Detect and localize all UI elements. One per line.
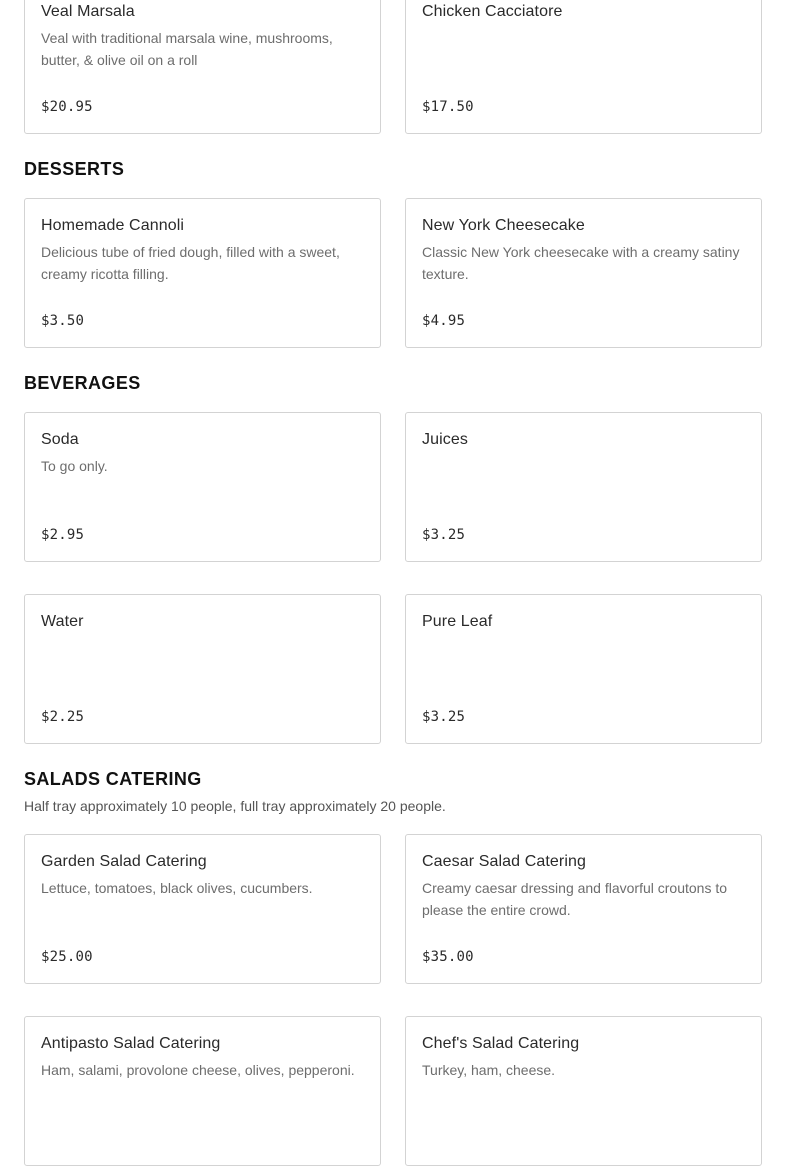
menu-item-name: Veal Marsala: [41, 3, 135, 20]
menu-item-card[interactable]: [405, 412, 762, 562]
menu-item-price: $20.95: [41, 99, 93, 115]
menu-item-name: Water: [41, 613, 84, 630]
menu-item-price: $25.00: [41, 949, 93, 965]
menu-item-name: Chicken Cacciatore: [422, 3, 563, 20]
menu-item-price: $3.25: [422, 527, 466, 543]
menu-item-card[interactable]: [24, 198, 381, 348]
menu-item-card[interactable]: [405, 834, 762, 984]
menu-item-price: $3.50: [41, 313, 85, 329]
menu-item-price: $17.50: [422, 99, 474, 115]
menu-item-description: Turkey, ham, cheese.: [422, 1062, 556, 1078]
menu-item-name: Homemade Cannoli: [41, 217, 185, 234]
section-title-beverages: BEVERAGES: [24, 373, 141, 393]
menu-item-card[interactable]: [405, 594, 762, 744]
menu-item-price: $3.25: [422, 709, 466, 725]
menu-item-price: $2.95: [41, 527, 85, 543]
menu-item-description: Lettuce, tomatoes, black olives, cucumbers.: [41, 880, 313, 896]
section-note: Half tray approximately 10 people, full tray approximately 20 people.: [24, 798, 446, 814]
menu-item-description: Ham, salami, provolone cheese, olives, pepperoni.: [41, 1062, 355, 1078]
menu-item-price: $4.95: [422, 313, 466, 329]
menu-item-card[interactable]: [24, 1016, 381, 1166]
section-title-salads-catering: SALADS CATERING: [24, 769, 202, 789]
menu-item-description: To go only.: [41, 458, 108, 474]
menu-item-name: Soda: [41, 431, 79, 448]
menu-item-card[interactable]: [405, 1016, 762, 1166]
menu-item-card[interactable]: [405, 0, 762, 134]
menu-item-description: Veal with traditional marsala wine, mushrooms, butter, & olive oil on a roll: [41, 30, 333, 68]
menu-item-name: Pure Leaf: [422, 613, 493, 630]
menu-item-name: New York Cheesecake: [422, 217, 585, 234]
menu-item-name: Caesar Salad Catering: [422, 853, 586, 870]
menu-item-price: $35.00: [422, 949, 474, 965]
menu-item-description: Delicious tube of fried dough, filled with a sweet, creamy ricotta filling.: [41, 244, 340, 282]
menu-item-description: Classic New York cheesecake with a creamy satiny texture.: [422, 244, 740, 282]
menu-item-card[interactable]: [24, 834, 381, 984]
menu-item-card[interactable]: [405, 198, 762, 348]
menu-item-name: Garden Salad Catering: [41, 853, 207, 870]
menu-item-description: Creamy caesar dressing and flavorful croutons to please the entire crowd.: [422, 880, 728, 918]
menu-item-price: $2.25: [41, 709, 85, 725]
menu-item-name: Juices: [422, 431, 468, 448]
menu-item-name: Antipasto Salad Catering: [41, 1035, 221, 1052]
menu-item-card[interactable]: [24, 0, 381, 134]
menu-item-name: Chef's Salad Catering: [422, 1035, 580, 1052]
section-title-desserts: DESSERTS: [24, 159, 125, 179]
menu-item-card[interactable]: [24, 412, 381, 562]
menu-item-card[interactable]: [24, 594, 381, 744]
